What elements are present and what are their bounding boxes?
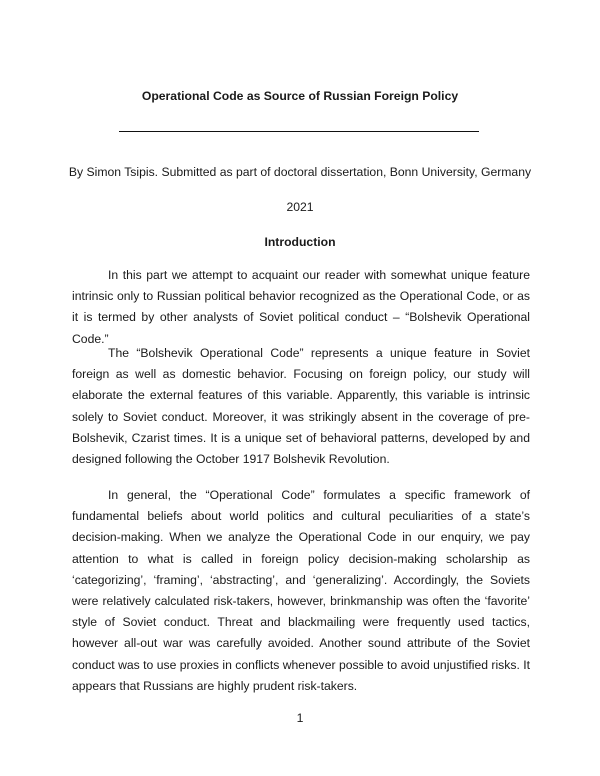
title-divider [119,131,479,132]
page-number: 1 [296,711,304,725]
body-paragraph: The “Bolshevik Operational Code” represents a unique feature in Soviet foreign as well as domestic behavior. Focusing on foreign policy, our study will elaborate the external features of this variable. Apparently, this variable is intrinsic solely to Soviet conduct. Moreover, it was strikingly absent in the coverage of pre-Bolshevik, Czarist times. It is a unique set of behavioral patterns, developed by and designed following the October 1917 Bolshevik Revolution. [72,346,530,467]
body-paragraph: In general, the “Operational Code” formulates a specific framework of fundamental beliefs about world politics and cultural peculiarities of a state’s decision-making. When we analyze the Operational Code in our enquiry, we pay attention to what is called in foreign policy decision-making scholarship as ‘categorizing’, ‘framing’, ‘abstracting’, and ‘generalizing’. Accordingly, the Soviets were relatively calculated risk-takers, however, brinkmanship was often the ‘favorite’ style of Soviet conduct. Threat and blackmailing were frequently used tactics, however all-out war was carefully avoided. Another sound attribute of the Soviet conduct was to use proxies in conflicts whenever possible to avoid unjustified risks. It appears that Russians are highly prudent risk-takers. [72,488,530,693]
section-heading: Introduction [264,235,336,249]
author-byline: By Simon Tsipis. Submitted as part of doctoral dissertation, Bonn University, Germany [68,165,532,179]
publication-year: 2021 [286,200,314,214]
body-paragraph: In this part we attempt to acquaint our reader with somewhat unique feature intrinsic only to Russian political behavior recognized as the Operational Code, or as it is termed by other analysts of Soviet political conduct – “Bolshevik Operational Code.” [72,268,530,346]
document-title: Operational Code as Source of Russian Foreign Policy [141,89,459,103]
